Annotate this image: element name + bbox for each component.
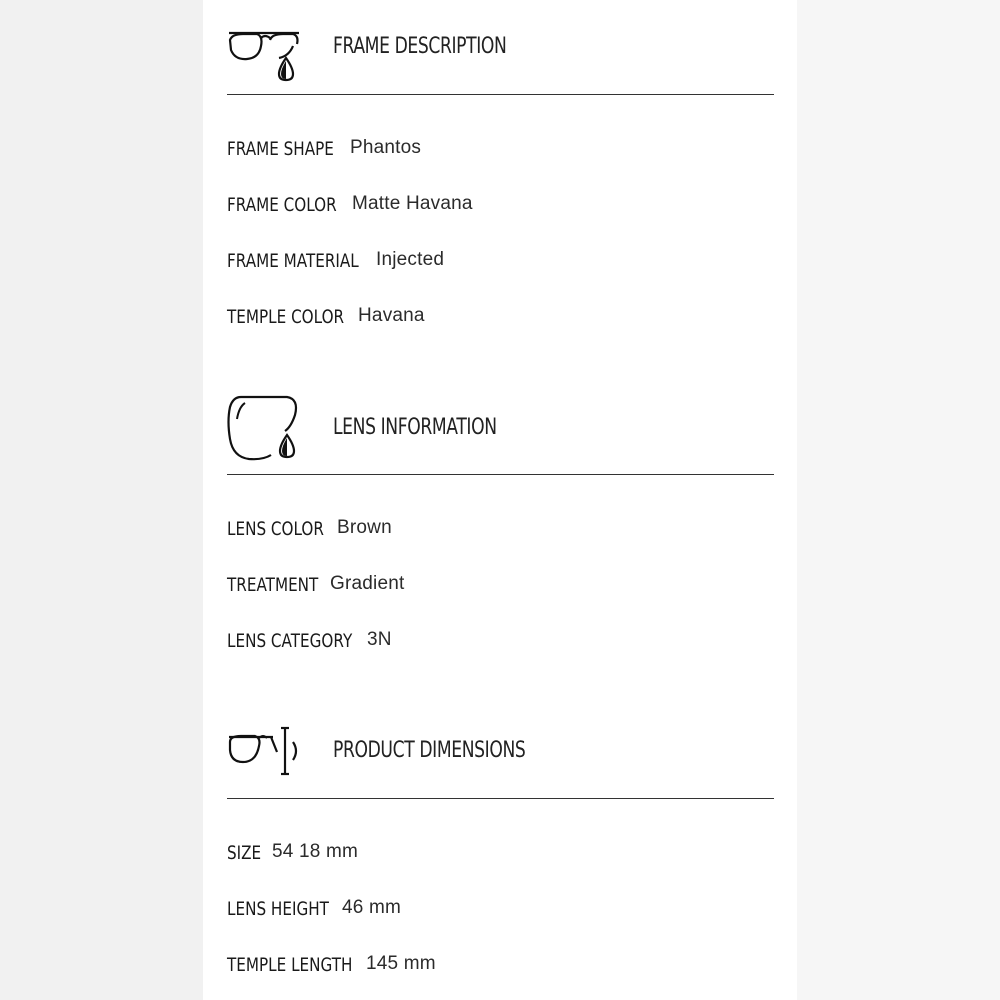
lens-height-label: LENS HEIGHT xyxy=(227,897,329,920)
frame-shape-value: Phantos xyxy=(350,137,422,158)
treatment-row xyxy=(227,572,405,596)
lens-color-row xyxy=(227,516,392,540)
temple-length-label: TEMPLE LENGTH xyxy=(227,953,353,976)
product-dimensions-divider xyxy=(227,798,774,799)
frame-shape-label: FRAME SHAPE xyxy=(227,137,334,160)
aviator-glasses-drop-icon xyxy=(227,28,301,86)
temple-length-value: 145 mm xyxy=(366,953,436,974)
lens-color-value: Brown xyxy=(337,517,392,538)
frame-material-row xyxy=(227,248,445,272)
left-background xyxy=(0,0,203,1000)
lens-information-section xyxy=(227,395,774,652)
frame-description-divider xyxy=(227,94,774,95)
product-dimensions-title: PRODUCT DIMENSIONS xyxy=(333,738,526,763)
lens-height-row xyxy=(227,896,402,920)
frame-material-label: FRAME MATERIAL xyxy=(227,249,359,272)
lens-information-divider xyxy=(227,474,774,475)
lens-color-label: LENS COLOR xyxy=(227,517,324,540)
right-background xyxy=(797,0,1000,1000)
product-dimensions-section xyxy=(227,724,774,976)
size-value: 54 18 mm xyxy=(272,841,359,862)
lens-drop-icon xyxy=(227,395,301,467)
size-row xyxy=(227,840,359,864)
frame-description-section xyxy=(227,28,774,328)
treatment-label: TREATMENT xyxy=(227,573,319,596)
frame-description-title: FRAME DESCRIPTION xyxy=(333,34,507,59)
frame-material-value: Injected xyxy=(376,249,445,270)
glasses-dimension-icon xyxy=(227,724,301,778)
lens-information-title: LENS INFORMATION xyxy=(333,415,497,440)
temple-color-row xyxy=(227,304,425,328)
frame-color-label: FRAME COLOR xyxy=(227,193,337,216)
frame-color-row xyxy=(227,192,473,216)
frame-color-value: Matte Havana xyxy=(352,193,473,214)
lens-height-value: 46 mm xyxy=(342,897,402,918)
treatment-value: Gradient xyxy=(330,573,405,594)
temple-color-label: TEMPLE COLOR xyxy=(227,305,345,328)
lens-category-row xyxy=(227,628,392,652)
size-label: SIZE xyxy=(227,841,262,864)
lens-category-label: LENS CATEGORY xyxy=(227,629,353,652)
temple-length-row xyxy=(227,952,436,976)
frame-shape-row xyxy=(227,136,422,160)
lens-category-value: 3N xyxy=(367,629,392,650)
temple-color-value: Havana xyxy=(358,305,425,326)
